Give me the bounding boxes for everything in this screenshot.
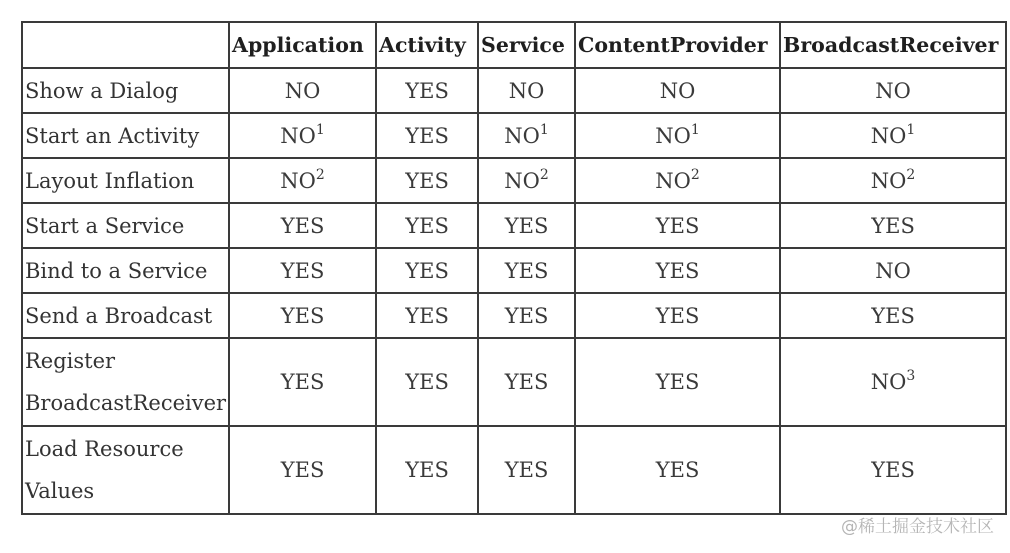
cell [376,248,478,293]
cell-value: YES [871,303,915,328]
cell [478,426,575,514]
footnote-marker: 1 [906,121,916,138]
cell [478,68,575,113]
cell [780,203,1006,248]
cell-value: YES [405,303,449,328]
footnote-marker: 2 [906,166,916,183]
cell-value: NO [870,168,907,193]
cell-value: YES [280,370,325,394]
cell [575,338,780,426]
table-row [22,248,1006,293]
table-row [22,203,1006,248]
cell-value: YES [655,303,700,328]
cell [575,113,780,158]
cell [575,68,780,113]
cell-value: YES [504,458,549,482]
cell-value: YES [871,213,915,238]
cell [575,426,780,514]
footnote-marker: 2 [315,166,325,183]
cell [478,203,575,248]
cell-value: YES [405,370,449,394]
row-label: Register BroadcastReceiver [22,338,229,426]
cell [575,293,780,338]
header-corner [22,22,229,68]
row-label: Start an Activity [22,113,229,158]
cell [376,426,478,514]
cell [780,293,1006,338]
cell-value: NO [504,168,540,193]
cell-value: NO [659,78,696,103]
cell [780,338,1006,426]
cell [229,68,376,113]
table-row [22,338,1006,426]
cell-value: NO [655,123,691,148]
cell-value: YES [280,213,325,238]
cell-value: NO [875,258,911,283]
header-activity: Activity [376,22,478,68]
cell [575,203,780,248]
row-label: Bind to a Service [22,248,229,293]
table-row [22,68,1006,113]
footnote-marker: 1 [315,121,325,138]
cell-value: YES [504,303,549,328]
cell [376,293,478,338]
cell [376,338,478,426]
cell-value: NO [870,123,907,148]
cell [780,158,1006,203]
row-label: Layout Inflation [22,158,229,203]
header-service: Service [478,22,575,68]
table-row [22,158,1006,203]
cell-value: NO [508,78,545,103]
cell [575,248,780,293]
cell-value: NO [655,168,691,193]
header-contentprovider: ContentProvider [575,22,780,68]
cell-value: YES [405,458,449,482]
footnote-marker: 3 [906,368,916,384]
cell [575,158,780,203]
cell-value: YES [405,258,449,283]
cell-value: YES [280,303,325,328]
row-label: Show a Dialog [22,68,229,113]
cell [780,68,1006,113]
cell [478,338,575,426]
cell-value: YES [655,258,700,283]
cell-value: YES [871,458,915,482]
cell [229,338,376,426]
cell-value: YES [280,258,325,283]
cell-value: YES [504,370,549,394]
table-row [22,426,1006,514]
row-label: Load Resource Values [22,426,229,514]
cell-value: YES [280,458,325,482]
footnote-marker: 1 [690,121,700,138]
cell [376,68,478,113]
cell-value: YES [405,168,449,193]
header-broadcastreceiver: BroadcastReceiver [780,22,1006,68]
cell [229,426,376,514]
cell [780,248,1006,293]
cell-value: NO [280,123,316,148]
cell [376,113,478,158]
cell-value: YES [504,258,549,283]
cell [229,203,376,248]
cell-value: NO [280,168,316,193]
cell-value: NO [875,78,911,103]
cell-value: NO [284,78,321,103]
footnote-marker: 2 [690,166,700,183]
cell-value: YES [405,78,449,103]
table-header [22,22,1006,68]
cell-value: NO [870,370,907,394]
cell [229,248,376,293]
cell [229,113,376,158]
table-body [22,68,1006,514]
cell-value: YES [504,213,549,238]
cell [478,113,575,158]
cell-value: YES [655,370,700,394]
cell-value: YES [655,213,700,238]
context-capability-table [21,21,1007,515]
footnote-marker: 2 [539,166,549,183]
row-label: Send a Broadcast [22,293,229,338]
cell [376,203,478,248]
footnote-marker: 1 [539,121,549,138]
table-row [22,113,1006,158]
cell [780,113,1006,158]
header-application: Application [229,22,376,68]
cell [376,158,478,203]
cell-value: NO [504,123,540,148]
cell [780,426,1006,514]
cell [478,158,575,203]
cell [478,293,575,338]
table-row [22,293,1006,338]
cell-value: YES [405,123,449,148]
cell [478,248,575,293]
cell-value: YES [655,458,700,482]
watermark: @稀土掘金技术社区 [841,517,994,537]
cell-value: YES [405,213,449,238]
cell [229,293,376,338]
row-label: Start a Service [22,203,229,248]
header-row [22,22,1006,68]
cell [229,158,376,203]
